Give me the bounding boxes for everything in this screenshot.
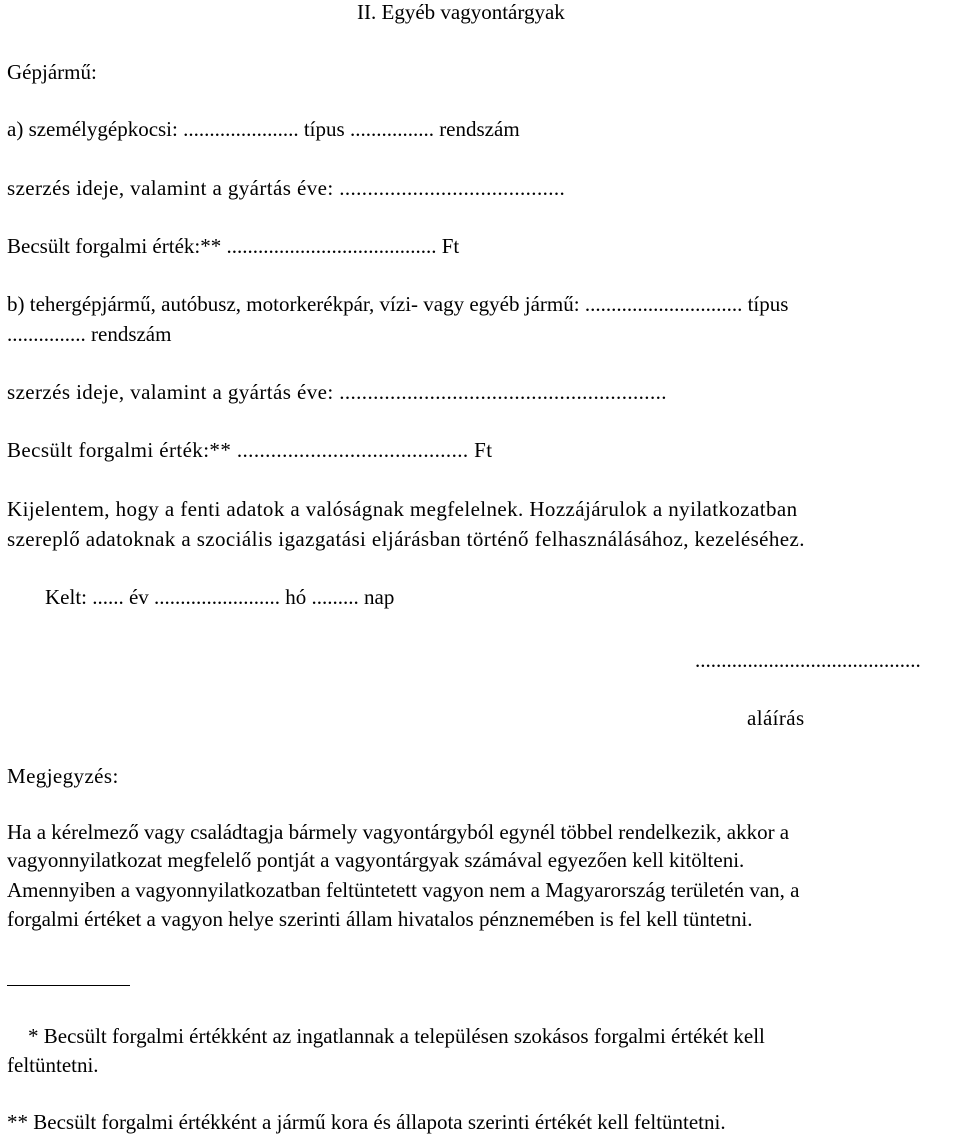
footnote-divider xyxy=(7,985,130,986)
other-vehicle-acquisition-line: szerzés ideje, valamint a gyártás éve: .......................................................... xyxy=(7,380,667,404)
note-line-2: vagyonnyilatkozat megfelelő pontját a vagyontárgyak számával egyezően kell kitölteni. xyxy=(7,848,745,872)
vehicle-heading: Gépjármű: xyxy=(7,60,97,84)
declaration-line-2: szereplő adatoknak a szociális igazgatási eljárásban történő felhasználásához, kezeléséhez. xyxy=(7,527,805,551)
declaration-line-1: Kijelentem, hogy a fenti adatok a valóságnak megfelelnek. Hozzájárulok a nyilatkozatban xyxy=(7,497,798,521)
note-line-1: Ha a kérelmező vagy családtagja bármely vagyontárgyból egynél többel rendelkezik, akkor a xyxy=(7,820,790,844)
other-vehicle-plate-line: ............... rendszám xyxy=(7,322,172,346)
other-vehicle-value-line: Becsült forgalmi érték:** ......................................... Ft xyxy=(7,438,493,462)
note-line-4: forgalmi értéket a vagyon helye szerinti állam hivatalos pénznemében is fel kell tüntetni. xyxy=(7,907,753,931)
date-line: Kelt: ...... év ........................ hó ......... nap xyxy=(45,585,395,609)
signature-label: aláírás xyxy=(747,706,805,730)
car-value-line: Becsült forgalmi érték:** ........................................ Ft xyxy=(7,234,460,258)
signature-dots: ........................................... xyxy=(695,648,921,672)
section-title: II. Egyéb vagyontárgyak xyxy=(357,0,565,24)
note-line-3: Amennyiben a vagyonnyilatkozatban feltüntetett vagyon nem a Magyarország területén van, a xyxy=(7,878,800,902)
note-heading: Megjegyzés: xyxy=(7,764,119,788)
footnote-1-line-1: * Becsült forgalmi értékként az ingatlannak a településen szokásos forgalmi értékét kell xyxy=(28,1024,765,1048)
footnote-2: ** Becsült forgalmi értékként a jármű kora és állapota szerinti értékét kell feltüntetni. xyxy=(7,1110,726,1134)
car-type-line: a) személygépkocsi: ...................... típus ................ rendszám xyxy=(7,117,520,141)
car-acquisition-line: szerzés ideje, valamint a gyártás éve: ........................................ xyxy=(7,176,566,200)
other-vehicle-type-line: b) tehergépjármű, autóbusz, motorkerékpár, vízi- vagy egyéb jármű: .............................. típus xyxy=(7,292,789,316)
footnote-1-line-2: feltüntetni. xyxy=(7,1053,99,1077)
